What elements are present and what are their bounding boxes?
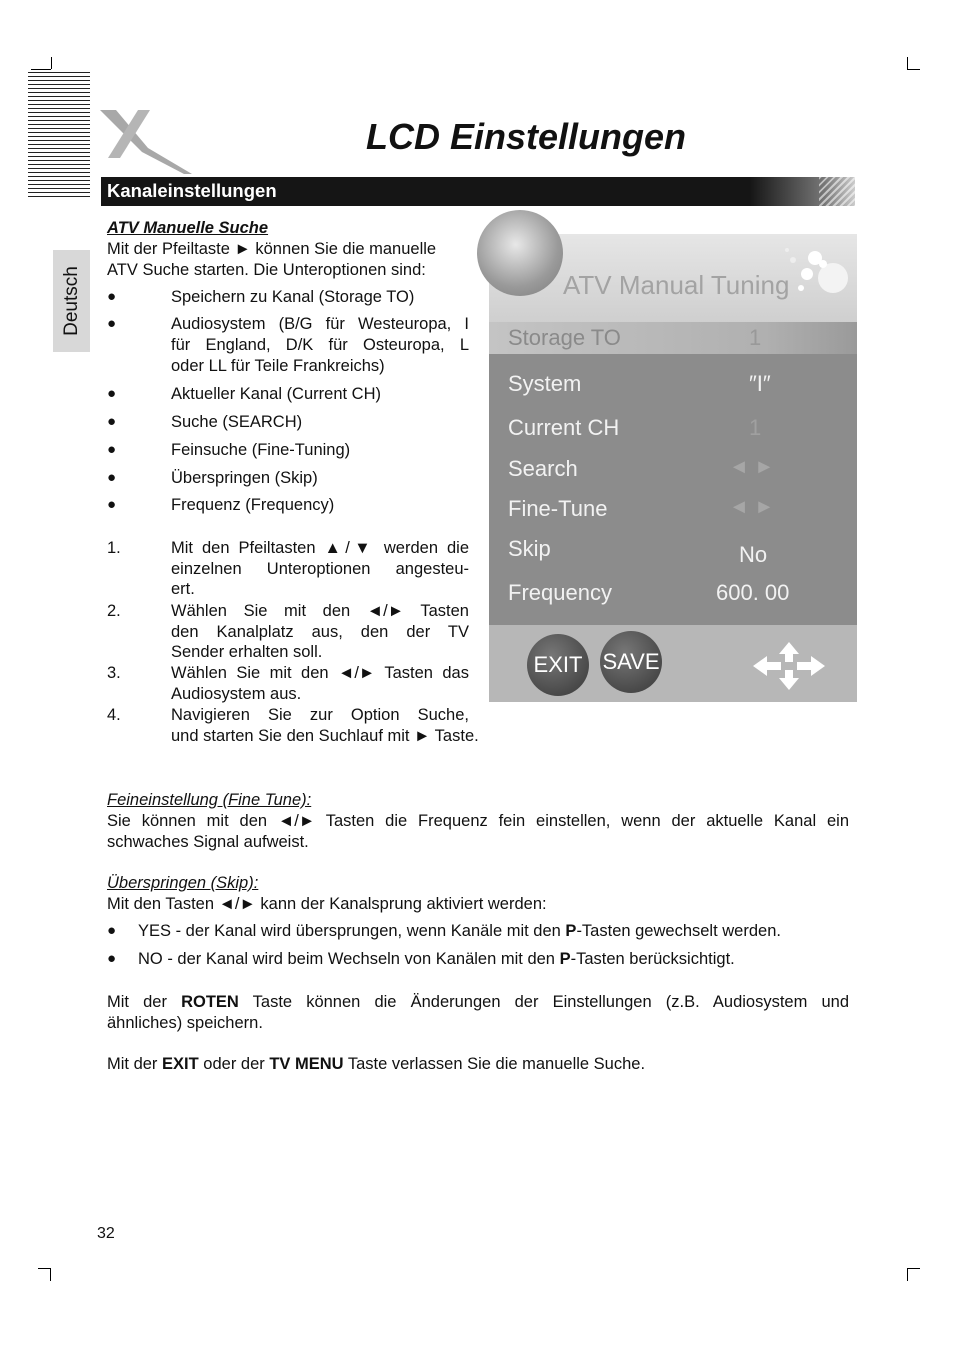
bullet-icon: ● [107,288,117,305]
step-number: 4. [107,706,121,724]
page-number: 32 [97,1225,115,1242]
step-line: einzelnen Unteroptionen angesteu- [171,559,469,578]
crop-mark-top-left-vert [51,57,52,69]
bullet-icon: ● [107,469,117,486]
tv-row-value: 1 [749,415,762,440]
save-note-line2: ähnliches) speichern. [107,1014,263,1032]
option-item-line: oder LL für Teile Frankreichs) [171,357,385,375]
atv-intro-line1: Mit der Pfeiltaste ► können Sie die manuelle [107,240,437,258]
option-item-line: Aktueller Kanal (Current CH) [171,385,381,403]
four-way-arrows-icon [751,640,827,692]
crop-mark-top-right [907,57,920,70]
option-item-line: Audiosystem (B/G für Westeuropa, I [171,315,469,333]
step-line: Wählen Sie mit den ◄/► Tasten das [171,664,469,682]
bullet-icon: ● [107,922,117,939]
option-item-line: Frequenz (Frequency) [171,496,335,514]
step-number: 1. [107,539,121,557]
option-item-line: Speichern zu Kanal (Storage TO) [171,288,415,306]
step-line: und starten Sie den Suchlauf mit ► Taste. [171,726,479,745]
step-line: Mit den Pfeiltasten ▲/▼ werden die [171,539,469,557]
exit-note: Mit der EXIT oder der TV MENU Taste verlassen Sie die manuelle Suche. [107,1055,646,1073]
language-tab: Deutsch [53,250,90,352]
tv-row-label: Frequency [508,580,612,605]
section-title: Kanaleinstellungen [107,180,277,201]
crop-mark-bottom-left [38,1268,51,1281]
bullet-icon: ● [107,950,117,967]
tv-row-value: ″I″ [749,371,771,396]
tv-badge-icon [477,210,563,296]
option-item-line: Suche (SEARCH) [171,413,303,431]
option-item-line: Überspringen (Skip) [171,469,318,487]
skip-no: NO - der Kanal wird beim Wechseln von Kanälen mit den P-Tasten berücksichtigt. [138,950,735,968]
tv-menu-screenshot [489,210,857,702]
tv-row-value: ◄ ► [729,456,775,478]
step-line: Audiosystem aus. [171,684,302,703]
step-line: den Kanalplatz aus, den der TV [171,622,469,641]
fine-tune-heading: Feineinstellung (Fine Tune): [107,791,312,809]
save-note-line1: Mit der ROTEN Taste können die Änderungen der Einstellungen (z.B. Audiosystem und [107,993,849,1011]
tv-row-label: Skip [508,536,551,561]
crop-mark-top-left [31,69,51,70]
tv-row-value: 1 [749,325,762,350]
step-line: ert. [171,580,195,598]
side-stripes [28,72,90,200]
bullet-icon: ● [107,496,117,513]
bullet-icon: ● [107,441,117,458]
step-line: Navigieren Sie zur Option Suche, [171,706,469,724]
bullet-icon: ● [107,315,117,332]
tv-row-label: System [508,371,582,396]
step-line: Wählen Sie mit den ◄/► Tasten [171,602,469,620]
skip-heading: Überspringen (Skip): [107,874,259,892]
tv-row-label: Fine-Tune [508,496,608,521]
tv-row-label: Search [508,456,578,481]
step-number: 2. [107,602,121,620]
brand-logo-icon [98,108,196,176]
tv-row-label: Current CH [508,415,620,440]
bullet-icon: ● [107,385,117,402]
skip-intro: Mit den Tasten ◄/► kann der Kanalsprung aktiviert werden: [107,895,547,913]
atv-intro-line2: ATV Suche starten. Die Unteroptionen sind: [107,261,426,279]
option-item-line: Feinsuche (Fine-Tuning) [171,441,351,459]
save-button[interactable]: SAVE [600,631,662,693]
tv-row-value: 600. 00 [716,580,790,605]
crop-mark-bottom-right [907,1268,920,1281]
tv-menu-title: ATV Manual Tuning [563,270,790,300]
page-title: LCD Einstellungen [366,116,687,157]
tv-row-label: Storage TO [508,325,621,350]
option-item-line: für England, D/K für Osteuropa, L [171,336,469,354]
atv-heading: ATV Manuelle Suche [107,219,269,237]
section-bar-pattern [819,177,855,206]
tv-row-value: ◄ ► [729,496,775,518]
fine-tune-line2: schwaches Signal aufweist. [107,833,309,851]
step-number: 3. [107,664,121,682]
bullet-icon: ● [107,413,117,430]
tv-row-value: No [739,542,768,567]
exit-button[interactable]: EXIT [527,634,589,696]
skip-yes: YES - der Kanal wird übersprungen, wenn Kanäle mit den P-Tasten gewechselt werden. [138,922,781,940]
step-line: Sender erhalten soll. [171,643,323,661]
section-header [101,177,855,206]
fine-tune-line1: Sie können mit den ◄/► Tasten die Frequenz fein einstellen, wenn der aktuelle Kanal ein [107,812,849,830]
